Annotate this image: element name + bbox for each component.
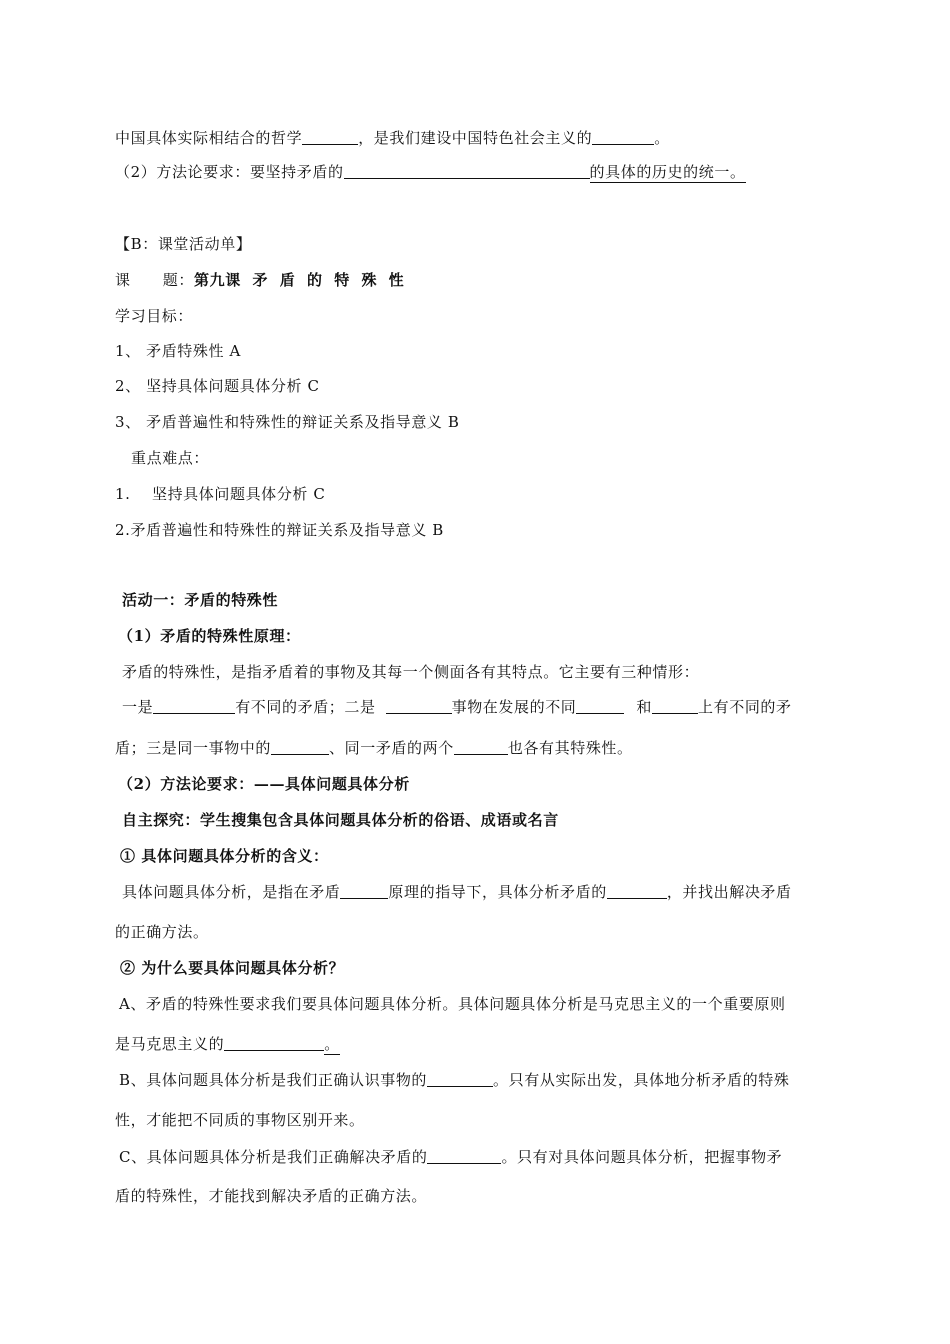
- fill-blank: [271, 739, 329, 755]
- text-span: B、具体问题具体分析是我们正确认识事物的: [119, 1071, 428, 1089]
- text-span: 具体问题具体分析，是指在矛盾: [122, 883, 341, 901]
- reason-c-line-2: 盾的特殊性，才能找到解决矛盾的正确方法。: [115, 1187, 428, 1205]
- question-1-line-2: 的正确方法。: [115, 923, 209, 941]
- text-span: 。只有对具体问题具体分析，把握事物矛: [501, 1148, 783, 1166]
- text-span: 。: [654, 129, 670, 147]
- activity-title: 活动一：矛盾的特殊性: [122, 591, 279, 609]
- text-span: 是马克思主义的: [115, 1035, 225, 1053]
- text-span: 上有不同的矛: [698, 698, 792, 716]
- reason-a-line-2: [115, 1034, 340, 1054]
- text-span: 、同一矛盾的两个: [329, 739, 454, 757]
- key-point-item: 1. 坚持具体问题具体分析 C: [115, 485, 326, 503]
- fill-blank: [427, 1071, 493, 1087]
- reason-a-line-1: A、矛盾的特殊性要求我们要具体问题具体分析。具体问题具体分析是马克思主义的一个重要原则: [119, 995, 786, 1013]
- methodology-heading: （2）方法论要求：——具体问题具体分析: [118, 775, 410, 793]
- text-span: 一是: [122, 698, 154, 716]
- text-span: 中国具体实际相结合的哲学: [115, 129, 303, 147]
- goal-item: 1、 矛盾特殊性 A: [115, 342, 241, 360]
- principle-line-2: [122, 697, 792, 717]
- goal-item: 2、 坚持具体问题具体分析 C: [115, 377, 320, 395]
- text-span: 也各有其特殊性。: [507, 739, 633, 757]
- text-span: 原理的指导下，具体分析矛盾的: [388, 883, 607, 901]
- fill-blank: [652, 698, 698, 714]
- key-points-title: 重点难点：: [131, 449, 210, 467]
- text-span: 有不同的矛盾；二是: [235, 698, 376, 716]
- fill-blank: [340, 883, 388, 899]
- text-span: 和: [636, 698, 653, 716]
- fill-blank: [576, 698, 624, 714]
- topic-title: 第九课 矛 盾 的 特 殊 性: [194, 271, 405, 289]
- text-span: C、具体问题具体分析是我们正确解决矛盾的: [119, 1148, 428, 1166]
- principle-heading: （1）矛盾的特殊性原理：: [118, 627, 301, 645]
- text-span: 盾；三是同一事物中的: [115, 739, 272, 757]
- reason-c-line-1: [119, 1147, 782, 1167]
- lesson-topic: [115, 270, 404, 290]
- explore-prompt: 自主探究：学生搜集包含具体问题具体分析的俗语、成语或名言: [122, 811, 559, 829]
- fill-blank: [344, 163, 590, 179]
- section-b-heading: 【B：课堂活动单】: [115, 235, 252, 253]
- goal-item: 3、 矛盾普遍性和特殊性的辩证关系及指导意义 B: [115, 413, 460, 431]
- fill-blank: [302, 129, 358, 145]
- principle-text: 矛盾的特殊性，是指矛盾着的事物及其每一个侧面各有其特点。它主要有三种情形：: [122, 663, 700, 681]
- intro-line-1: [115, 128, 670, 148]
- text-span: 。只有从实际出发，具体地分析矛盾的特殊: [493, 1071, 790, 1089]
- question-1-line-1: [122, 882, 792, 902]
- principle-line-3: [115, 738, 633, 758]
- underlined-text: 。: [324, 1035, 340, 1053]
- fill-blank: [454, 739, 508, 755]
- reason-b-line-1: [119, 1070, 789, 1090]
- fill-blank: [224, 1035, 324, 1051]
- text-span: 事物在发展的不同: [451, 698, 577, 716]
- goals-title: 学习目标：: [115, 307, 194, 325]
- underlined-text: 的具体的历史的统一。: [589, 163, 746, 181]
- fill-blank: [427, 1148, 501, 1164]
- question-2-heading: ② 为什么要具体问题具体分析？: [120, 959, 345, 977]
- fill-blank: [153, 698, 235, 714]
- fill-blank: [592, 129, 654, 145]
- fill-blank: [607, 883, 667, 899]
- topic-label: 课 题：: [115, 271, 195, 289]
- reason-b-line-2: 性，才能把不同质的事物区别开来。: [115, 1111, 365, 1129]
- fill-blank: [386, 698, 452, 714]
- text-span: （2）方法论要求：要坚持矛盾的: [115, 163, 344, 181]
- text-span: ，是我们建设中国特色社会主义的: [358, 129, 593, 147]
- intro-line-2: [115, 162, 746, 182]
- question-1-heading: ① 具体问题具体分析的含义：: [120, 847, 329, 865]
- text-span: ，并找出解决矛盾: [666, 883, 792, 901]
- key-point-item: 2.矛盾普遍性和特殊性的辩证关系及指导意义 B: [115, 521, 444, 539]
